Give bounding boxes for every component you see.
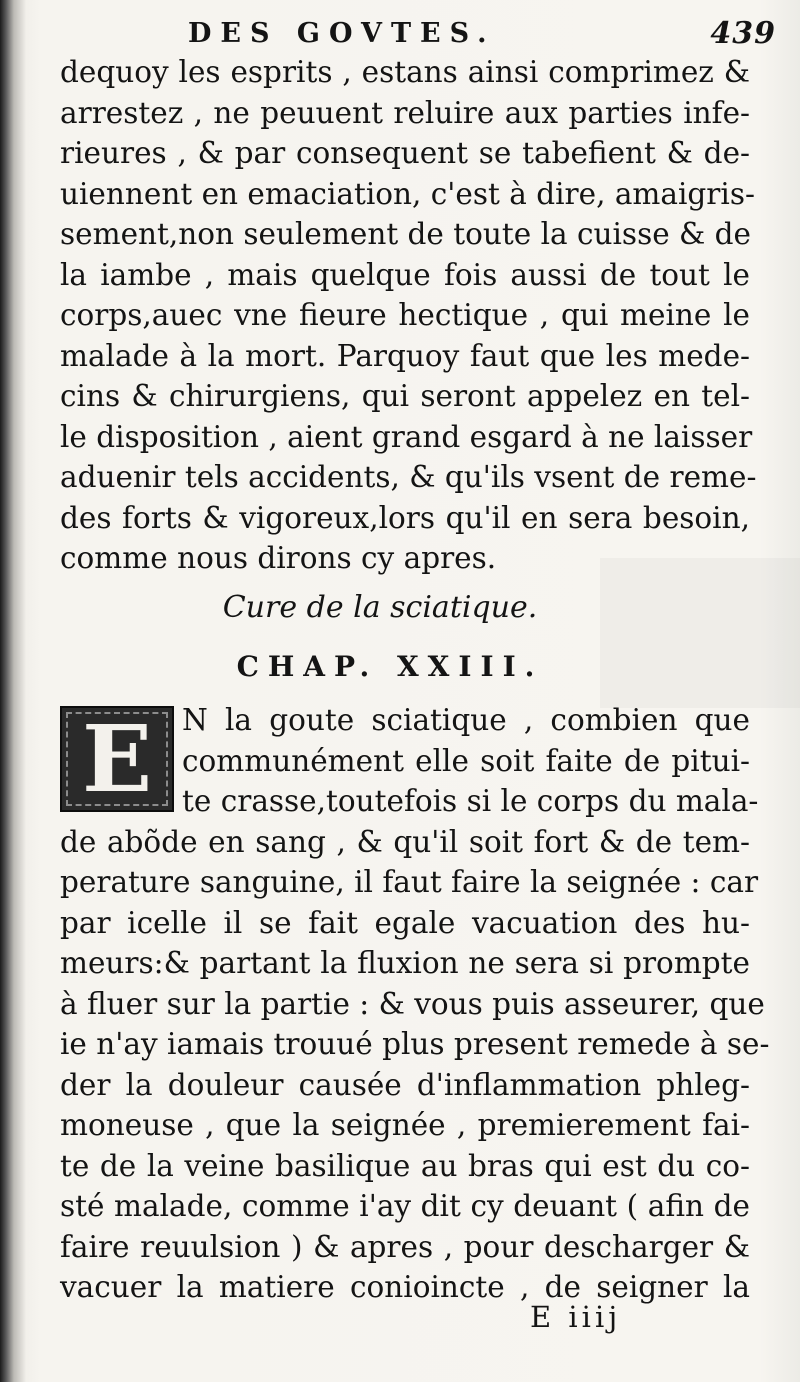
text-line: le disposition , aient grand esgard à ne laisser [60, 419, 753, 454]
text-line: moneuse , que la seignée , premierement fai- [60, 1108, 750, 1142]
paragraph-1 [60, 52, 757, 579]
text-line: perature sanguine, il faut faire la seignée : car [60, 865, 759, 899]
page-number: 439 [710, 16, 776, 51]
dropcap-letter: E [81, 706, 153, 812]
text-line: sté malade, comme i'ay dit cy deuant ( afin de [60, 1189, 750, 1223]
text-line: corps,auec vne fieure hectique , qui meine le [60, 298, 750, 332]
show-through-bleed [600, 558, 800, 708]
text-line: comme nous dirons cy apres. [60, 541, 497, 575]
text-line: malade à la mort. Parquoy faut que les mede- [60, 338, 750, 373]
text-line: te crasse,toutefois si le corps du mala- [182, 784, 759, 818]
text-line: par icelle il se fait egale vacuation des hu- [60, 905, 750, 940]
text-line: dequoy les esprits , estans ainsi comprimez & [60, 55, 750, 89]
text-line: uiennent en emaciation, c'est à dire, amaigris- [60, 176, 755, 211]
text-line: cins & chirurgiens, qui seront appelez en tel- [60, 379, 750, 413]
text-line: rieures , & par consequent se tabefient & de- [60, 136, 750, 170]
text-line: ie n'ay iamais trouué plus present remede à se- [60, 1027, 770, 1061]
text-line: des forts & vigoreux,lors qu'il en sera besoin, [60, 500, 750, 535]
text-line: aduenir tels accidents, & qu'ils vsent de reme- [60, 460, 757, 494]
text-line: vacuer la matiere conioincte , de seigner la [60, 1270, 750, 1304]
text-line: sement,non seulement de toute la cuisse & de [60, 217, 752, 251]
text-line: à fluer sur la partie : & vous puis asseurer, que [60, 986, 765, 1021]
text-line: te de la veine basilique au bras qui est du co- [60, 1148, 750, 1183]
text-line: la iambe , mais quelque fois aussi de tout le [60, 257, 750, 292]
signature-mark: E iiij [530, 1300, 622, 1334]
text-line: communément elle soit faite de pitui- [182, 743, 750, 778]
running-head-title: DES GOVTES. [188, 18, 496, 49]
running-head [188, 14, 776, 54]
text-line: de abõde en sang , & qu'il soit fort & de tem- [60, 824, 750, 859]
text-line: faire reuulsion ) & apres , pour descharger & [60, 1229, 750, 1264]
text-line: der la douleur causée d'inflammation phleg- [60, 1067, 750, 1102]
text-line: arrestez , ne peuuent reluire aux parties infe- [60, 95, 750, 130]
chapter-label: CHAP. XXIII. [236, 650, 544, 683]
gutter-shadow [0, 0, 26, 1382]
paragraph-2 [60, 700, 770, 1308]
text-line: meurs:& partant la fluxion ne sera si prompte [60, 946, 750, 980]
section-title: Cure de la sciatique. [222, 590, 538, 625]
text-line: N la goute sciatique , combien que [182, 703, 750, 737]
